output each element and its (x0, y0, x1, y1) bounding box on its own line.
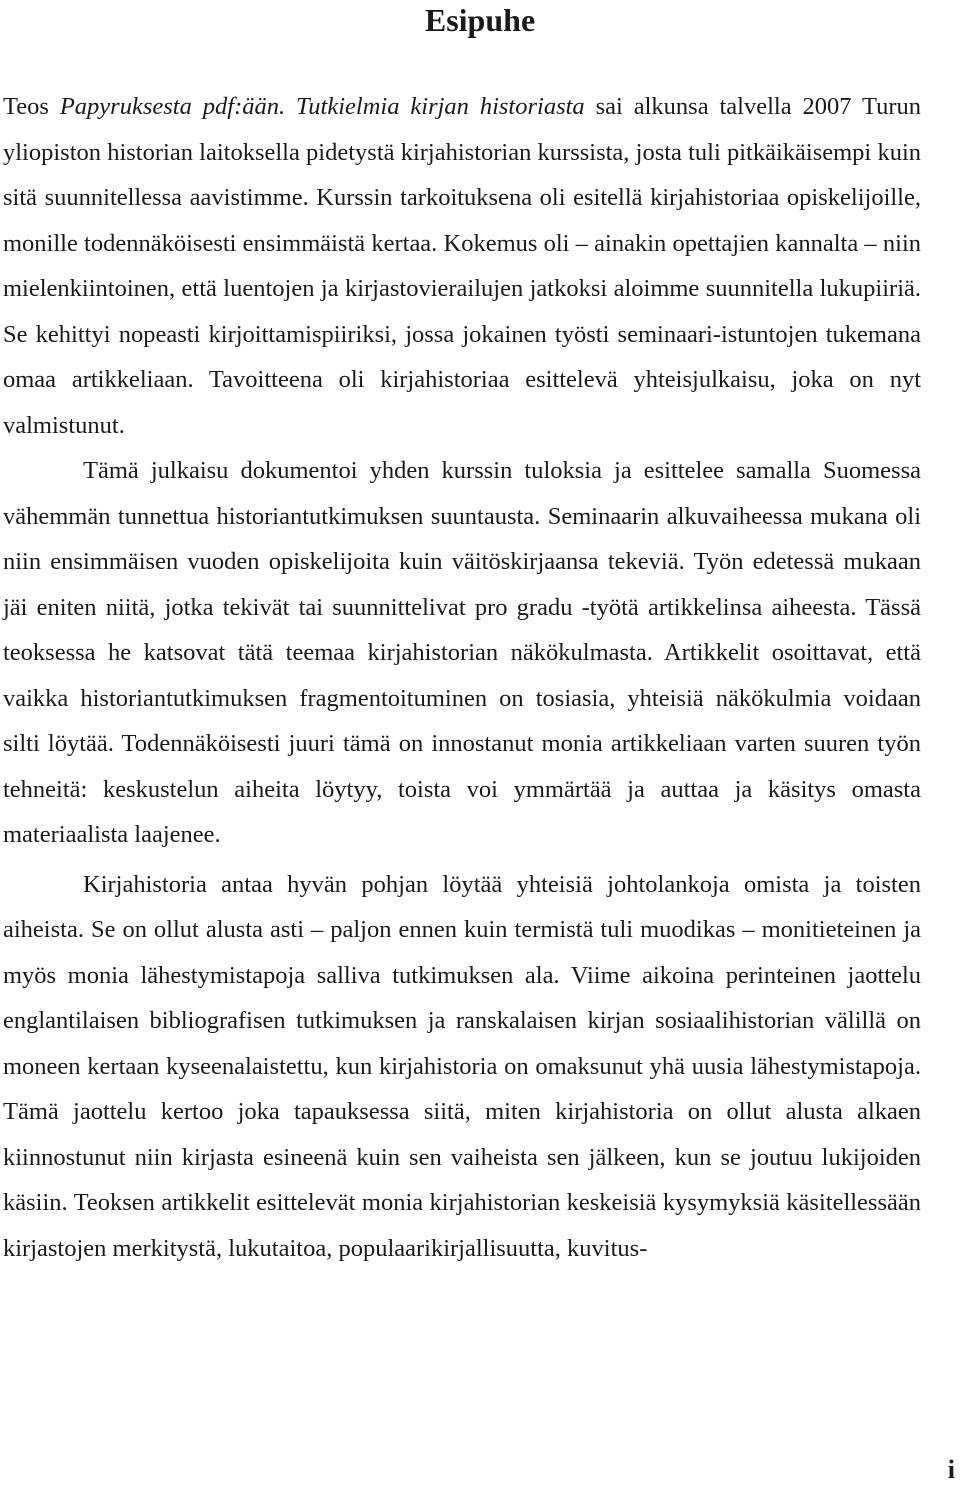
paragraph-1-text-a: Teos (3, 93, 60, 120)
paragraph-1-text-c: sai alkunsa talvella 2007 Turun yliopiston historian laitoksella pidetystä kirjahistorian kurssista, josta tuli pitkäikäisempi kuin sitä suunnitellessa aavistimme. Kurssin tarkoituksena oli esitellä kirjahistoriaa opiskelijoille, monille todennäköisesti ensimmäistä kertaa. Kokemus oli – ainakin opettajien kannalta – niin mielenkiintoinen, että luentojen ja kirjastovierailujen jatkoksi aloimme suunnitella lukupiiriä. Se kehittyi nopeasti kirjoittamispiiriksi, jossa jokainen työsti seminaari-istuntojen tukemana omaa artikkeliaan. Tavoitteena oli kirjahistoriaa esittelevä yhteisjulkaisu, joka on nyt valmistunut. (3, 93, 921, 439)
paragraph-1-space (285, 93, 296, 120)
paragraph-2: Tämä julkaisu dokumentoi yhden kurssin tuloksia ja esittelee samalla Suomessa vähemmän tunnettua historiantutkimuksen suuntausta. Seminaarin alkuvaiheessa mukana oli niin ensimmäisen vuoden opiskelijoita kuin väitöskirjaansa tekeviä. Työn edetessä mukaan jäi eniten niitä, jotka tekivät tai suunnittelivat pro gradu -työtä artikkelinsa aiheesta. Tässä teoksessa he katsovat tätä teemaa kirjahistorian näkökulmasta. Artikkelit osoittavat, että vaikka historiantutkimuksen fragmentoituminen on tosiasia, yhteisiä näkökulmia voidaan silti löytää. Todennäköisesti juuri tämä on innostanut monia artikkeliaan varten suuren työn tehneitä: keskustelun aiheita löytyy, toista voi ymmärtää ja auttaa ja käsitys omasta materiaalista laajenee. (3, 457, 921, 848)
paragraph-3: Kirjahistoria antaa hyvän pohjan löytää yhteisiä johtolankoja omista ja toisten aiheista. Se on ollut alusta asti – paljon ennen kuin termistä tuli muodikas – monitieteinen ja myös monia lähestymistapoja salliva tutkimuksen ala. Viime aikoina perinteinen jaottelu englantilaisen bibliografisen tutkimuksen ja ranskalaisen kirjan sosiaalihistorian välillä on moneen kertaan kyseenalaistettu, kun kirjahistoria on omaksunut yhä uusia lähestymistapoja. Tämä jaottelu kertoo joka tapauksessa siitä, miten kirjahistoria on ollut alusta alkaen kiinnostunut niin kirjasta esineenä kuin sen vaiheista sen jälkeen, kun se joutuu lukijoiden käsiin. Teoksen artikkelit esittelevät monia kirjahistorian keskeisiä kysymyksiä käsitellessään kirjastojen merkitystä, lukutaitoa, populaarikirjallisuutta, kuvitus- (3, 870, 921, 1262)
preface-body (3, 84, 921, 1271)
page-title: Esipuhe (424, 2, 536, 38)
paragraph-1 (3, 84, 921, 448)
paragraph-1-title-italic-1: Papyruksesta pdf:ään. (59, 93, 286, 120)
paragraph-1-title-italic-2: Tutkielmia kirjan historiasta (296, 93, 585, 120)
page-number: i (947, 1455, 955, 1484)
